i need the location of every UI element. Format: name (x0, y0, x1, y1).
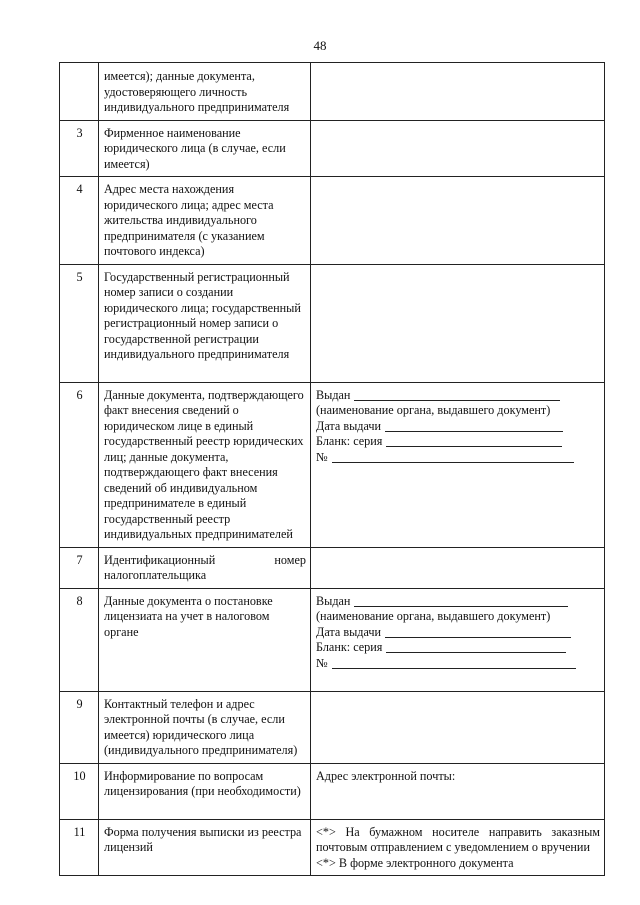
table-row (60, 382, 605, 547)
number-label: № (316, 449, 328, 464)
row-label: Адрес места нахождения юридического лица; адрес места жительства индивидуального предпринимателя (с указанием почтового индекса) (99, 177, 311, 265)
table-row (60, 63, 605, 121)
delivery-option-electronic[interactable]: <*> В форме электронного документа (316, 855, 514, 870)
row-number: 10 (60, 763, 99, 819)
row-label (99, 547, 311, 588)
row-label-word: Идентификационный (104, 552, 216, 567)
row-label: Контактный телефон и адрес электронной почты (в случае, если имеется) юридического лица (индивидуального предпринимателя) (99, 691, 311, 763)
form-series-label: Бланк: серия (316, 640, 383, 654)
row-number: 7 (60, 547, 99, 588)
license-form-table (59, 62, 605, 876)
row-label: имеется); данные документа, удостоверяющего личность индивидуального предпринимателя (99, 63, 311, 121)
row-label: Данные документа, подтверждающего факт внесения сведений о юридическом лице в единый государственный реестр юридических лиц; данные документа, подтверждающего факт внесения сведений об индивидуальном предпринимателе в единый государственный реестр индивидуальных предпринимателей (99, 382, 311, 547)
row-label-word: номер (274, 552, 306, 567)
page-number: 48 (313, 38, 327, 53)
issued-field[interactable] (354, 388, 560, 401)
issue-date-label: Дата выдачи (316, 624, 382, 639)
table-row (60, 763, 605, 819)
row-number: 11 (60, 819, 99, 876)
row-number (60, 63, 99, 121)
table-row (60, 120, 605, 177)
row-number: 5 (60, 264, 99, 382)
delivery-option-paper[interactable]: <*> На бумажном носителе направить заказным почтовым отправлением с уведомлением о вручении (316, 824, 600, 854)
row-value[interactable] (311, 264, 605, 382)
issuer-hint: (наименование органа, выдавшего документ) (316, 403, 551, 417)
table-row (60, 819, 605, 876)
row-label: Государственный регистрационный номер записи о создании юридического лица; государственный регистрационный номер записи о государственной регистрации индивидуального предпринимателя (99, 264, 311, 382)
issue-date-label: Дата выдачи (316, 418, 382, 433)
row-value (311, 382, 605, 547)
row-label: Данные документа о постановке лицензиата на учет в налоговом органе (99, 588, 311, 691)
number-field[interactable] (332, 450, 574, 463)
table-row (60, 547, 605, 588)
row-number: 9 (60, 691, 99, 763)
row-value[interactable] (311, 691, 605, 763)
row-value (311, 588, 605, 691)
number-field[interactable] (332, 656, 576, 669)
row-value[interactable] (311, 177, 605, 265)
row-label-rest: налогоплательщика (104, 568, 207, 582)
issue-date-field[interactable] (385, 625, 571, 638)
row-value (311, 819, 605, 876)
issue-date-field[interactable] (385, 419, 563, 432)
row-label: Информирование по вопросам лицензирования (при необходимости) (99, 763, 311, 819)
row-label: Форма получения выписки из реестра лицензий (99, 819, 311, 876)
row-number: 8 (60, 588, 99, 691)
issued-label: Выдан (316, 593, 351, 608)
issued-field[interactable] (354, 594, 568, 607)
row-value[interactable]: Адрес электронной почты: (311, 763, 605, 819)
table-row (60, 588, 605, 691)
form-series-field[interactable] (386, 640, 566, 653)
row-value[interactable] (311, 120, 605, 177)
table-row (60, 177, 605, 265)
form-series-field[interactable] (386, 434, 562, 447)
issuer-hint: (наименование органа, выдавшего документ) (316, 609, 551, 623)
row-value[interactable] (311, 547, 605, 588)
row-number: 4 (60, 177, 99, 265)
number-label: № (316, 655, 328, 670)
row-label: Фирменное наименование юридического лица (в случае, если имеется) (99, 120, 311, 177)
issued-label: Выдан (316, 387, 351, 402)
table-row (60, 691, 605, 763)
form-series-label: Бланк: серия (316, 434, 383, 448)
row-number: 6 (60, 382, 99, 547)
row-number: 3 (60, 120, 99, 177)
table-row (60, 264, 605, 382)
row-value[interactable] (311, 63, 605, 121)
